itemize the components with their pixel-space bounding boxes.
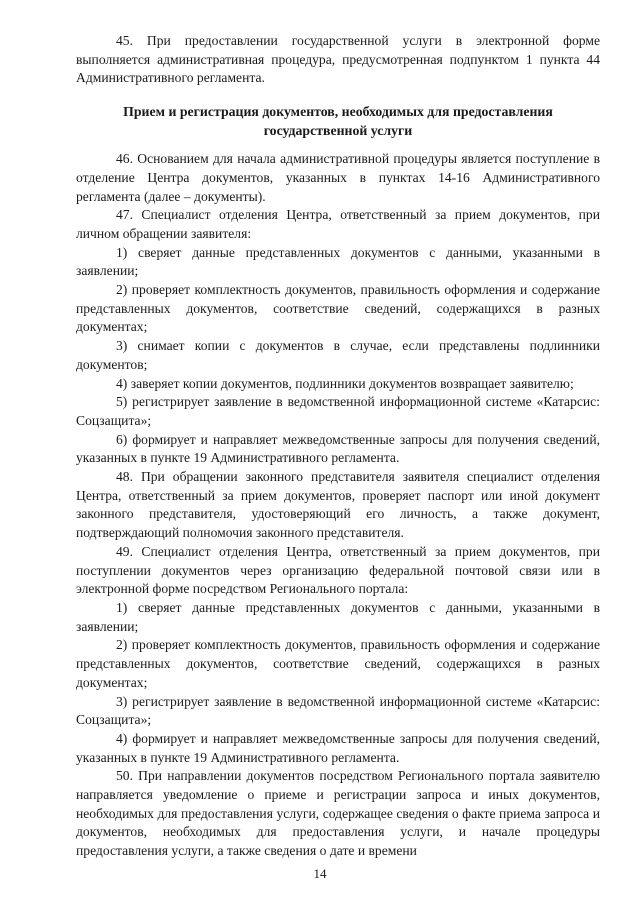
paragraph-49-item-1: 1) сверяет данные представленных документов с данными, указанными в заявлении; (76, 599, 600, 634)
page-number: 14 (313, 866, 327, 881)
paragraph-49-item-4: 4) формирует и направляет межведомственные запросы для получения сведений, указанных в пункте 19 Административного регламента. (76, 730, 600, 765)
paragraph-46: 46. Основанием для начала административной процедуры является поступление в отделение Центра документов, указанных в пунктах 14-16 Административного регламента (далее – документы). (76, 151, 600, 204)
paragraph-47-item-6: 6) формирует и направляет межведомственные запросы для получения сведений, указанных в пункте 19 Административного регламента. (76, 431, 600, 466)
paragraph-47-item-4: 4) заверяет копии документов, подлинники документов возвращает заявителю; (116, 375, 574, 391)
section-heading: Прием и регистрация документов, необходимых для предоставления государственной услуги (123, 104, 553, 139)
paragraph-47-item-5: 5) регистрирует заявление в ведомственной информационной системе «Катарсис: Соцзащита»; (76, 394, 600, 428)
paragraph-47-item-1: 1) сверяет данные представленных документов с данными, указанными в заявлении; (76, 244, 600, 279)
paragraph-48: 48. При обращении законного представителя заявителя специалист отделения Центра, ответственный за прием документов, проверяет паспорт или иной документ законного представителя, удостоверяющий его личность, а также документ, подтверждающий полномочия законного представителя. (76, 469, 600, 541)
paragraph-47-item-2: 2) проверяет комплектность документов, правильность оформления и содержание представленных документов, соответствие сведений, содержащихся в разных документах; (76, 282, 600, 335)
paragraph-45: 45. При предоставлении государственной услуги в электронной форме выполняется административная процедура, предусмотренная подпунктом 1 пункта 44 Административного регламента. (76, 33, 600, 86)
paragraph-49-item-2: 2) проверяет комплектность документов, правильность оформления и содержание представленных документов, соответствие сведений, содержащихся в разных документах; (76, 637, 600, 690)
paragraph-50: 50. При направлении документов посредством Регионального портала заявителю направляется уведомление о приеме и регистрации запроса и иных документов, необходимых для предоставления услуги, содержащее сведения о факте приема запроса и документов, необходимых для предоставления услуги, и начале процедуры предоставления услуги, а также сведения о дате и времени (76, 768, 600, 859)
paragraph-49-item-3: 3) регистрирует заявление в ведомственной информационной системе «Катарсис: Соцзащита»; (76, 693, 600, 728)
paragraph-47-item-3: 3) снимает копии с документов в случае, если представлены подлинники документов; (76, 338, 600, 372)
paragraph-49: 49. Специалист отделения Центра, ответственный за прием документов, при поступлении документов через организацию федеральной почтовой связи или в электронной форме посредством Регионального портала: (76, 543, 600, 597)
paragraph-47: 47. Специалист отделения Центра, ответственный за прием документов, при личном обращении заявителя: (76, 207, 600, 241)
